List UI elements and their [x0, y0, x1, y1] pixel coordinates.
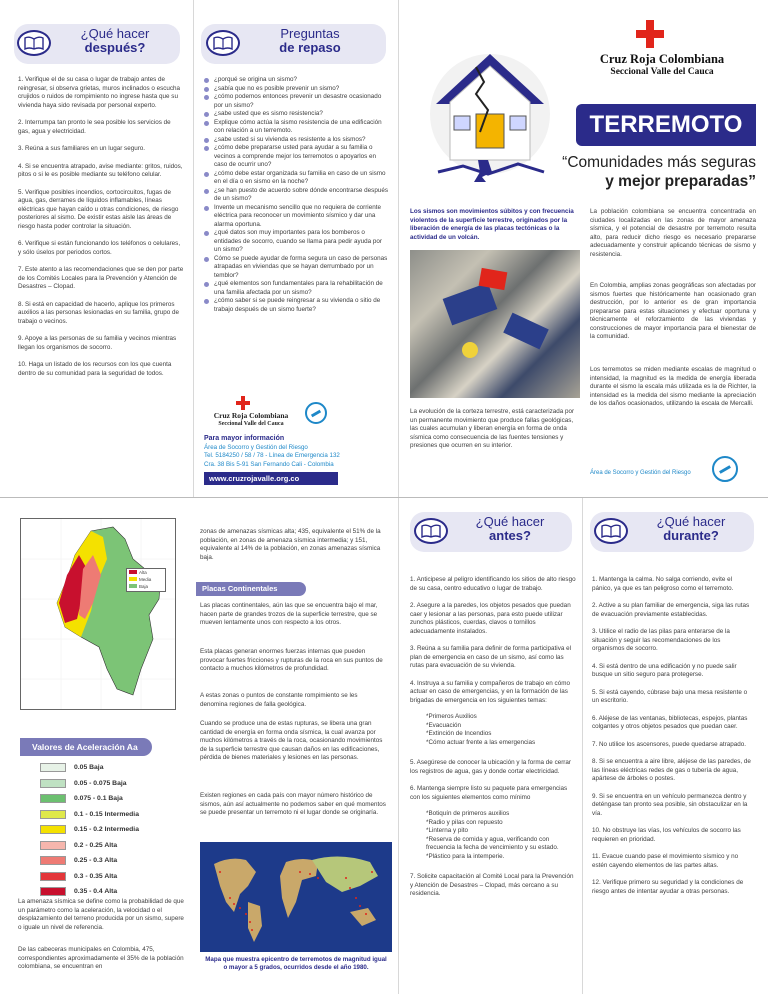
preguntas-list — [204, 76, 390, 314]
contact-phone: Tel. 5184250 / 58 / 78 - Línea de Emergencia 132 — [204, 452, 340, 460]
list-item: 1. Mantenga la calma. No salga corriendo, evite el pánico, ya que es tan peligroso como el terremoto. — [592, 576, 734, 592]
list-item: ¿cómo saber si se puede reingresar a su vivienda o sitio de trabajo después de un sismo fuerte? — [204, 297, 390, 314]
list-item: 10. Haga un listado de los recursos con los que cuenta dentro de su comunidad para la seguridad de todos. — [18, 361, 172, 377]
sub-item: *Cómo actuar frente a las emergencias — [426, 738, 536, 746]
list-item: 6. Mantenga siempre listo su paquete para emergencias con los siguientes elementos como mínimo — [410, 785, 568, 801]
sub-list — [410, 713, 576, 747]
legend-row: 0.15 - 0.2 Intermedia — [40, 822, 190, 838]
list-item: 3. Reúna a sus familiares en un lugar seguro. — [18, 145, 146, 152]
legend-row: 0.05 - 0.075 Baja — [40, 776, 190, 792]
book-icon — [594, 518, 628, 544]
sub-item: *Extinción de Incendios — [426, 730, 492, 737]
list-item: ¿se han puesto de acuerdo sobre dónde encontrarse después de un sismo? — [204, 187, 390, 204]
antes-list — [410, 576, 576, 899]
photo-caption: La evolución de la corteza terrestre, está caracterizada por un permanente movimiento que produce fallas geológicas, las cuales acumulan y liberan energía en forma de onda sísmica como consecuencia de las fuentes tensiones y presiones que ocurren en su interior. — [410, 408, 575, 449]
paragraph: Esta placas generan enormes fuerzas internas que pueden provocar fuertes fricciones y rupturas de la roca en sus puntos de contacto a muchos kilómetros de profundidad. — [200, 648, 383, 672]
paragraph: La población colombiana se encuentra concentrada en ciudades localizadas en las zonas de mayor amenaza sísmica, y el potencial de desastre por terremoto resulta alto, para reducir dicho riesgo es necesario prepararse adecuadamente y construir aplicando técnicas de sismo y resistencia. — [590, 208, 756, 258]
list-item: 6. Verifique si están funcionando los teléfonos o celulares, y sólo úselos por periodos cortos. — [18, 240, 181, 256]
list-item: 9. Apoye a las personas de su familia y vecinos mientras llegan los organismos de socorro. — [18, 335, 177, 351]
paragraph: Las placas continentales, aún las que se encuentra bajo el mar, hacen parte de grandes trozos de la superficie terrestre, que se mueven lentamente unos con respecto a los otros. — [200, 602, 378, 626]
paragraph: En Colombia, amplias zonas geográficas son afectadas por sismos fuertes que históricamente han ocasionado gran destrucción, por lo anterior es de gran importancia prepararse para estas situaciones y efectuar oportuna y técnicamente el reforzamiento de las viviendas y construcciones de mayor importancia para el bienestar de la comunidad. — [590, 282, 756, 340]
book-icon — [414, 518, 448, 544]
list-item: 4. Si se encuentra atrapado, avise mediante: gritos, ruidos, pitos o si le es posible mediante su teléfono celular. — [18, 162, 183, 178]
list-item: ¿porqué se origina un sismo? — [204, 76, 390, 85]
brand-header: Cruz Roja Colombiana Seccional Valle del Cauca — [599, 52, 725, 77]
book-icon — [206, 30, 240, 56]
list-item: ¿sabe usted si su vivienda es resistente a los sismos? — [204, 136, 390, 145]
valores-title: Valores de Aceleración Aa — [20, 738, 152, 756]
placas-title: Placas Continentales — [196, 582, 306, 596]
list-item: ¿cómo debe estar organizada su familia en caso de un sismo en el día o en sismo en la noche? — [204, 170, 390, 187]
list-item: 5. Si está cayendo, cúbrase bajo una mesa resistente o un escritorio. — [592, 688, 748, 704]
list-item: 9. Si se encuentra en un vehículo permanezca dentro y deténgase tan pronto sea posible, sin obstaculizar en la vía. — [592, 792, 748, 817]
legend-item: Baja — [129, 584, 163, 591]
rescue-photo — [410, 250, 580, 398]
durante-list — [592, 576, 754, 905]
socorro-logo — [305, 402, 327, 424]
list-item: ¿cómo debe prepararse usted para ayudar a su familia o vecinos a comprende mejor los terremotos o apoyarlos en caso de ocurrir uno? — [204, 144, 390, 170]
legend-item: Alta — [129, 570, 163, 577]
map-caption: Mapa que muestra epicentro de terremotos de magnitud igual o mayor a 5 grados, ocurridos desde el año 1980. — [205, 956, 387, 972]
list-item: 11. Evacue cuando pase el movimiento sísmico y no estén cayendo elementos de las partes altas. — [592, 853, 739, 869]
durante-title: ¿Qué hacer durante? — [656, 514, 726, 543]
sub-list — [410, 810, 576, 861]
list-item: 8. Si está en capacidad de hacerlo, aplique los primeros auxilios a las personas lesionadas en su familia, grupo de trabajo o vecinos. — [18, 300, 180, 325]
sub-item: *Radio y pilas con repuesto — [426, 818, 503, 826]
list-item: 10. No obstruye las vías, los vehículos de socorro las requieren en prioridad. — [592, 827, 741, 843]
list-item: 7. No utilice los ascensores, puede quedarse atrapado. — [592, 740, 747, 748]
list-item: 6. Aléjese de las ventanas, bibliotecas, espejos, plantas colgantes y otros objetos pesados que puedan caer. — [592, 714, 748, 730]
paragraph: De las cabeceras municipales en Colombia, 475, correspondientes aproximadamente el 35% de la población colombiana, se encuentran en — [18, 946, 184, 970]
antes-title: ¿Qué hacer antes? — [475, 514, 545, 543]
legend-row: 0.075 - 0.1 Baja — [40, 791, 190, 807]
book-icon — [17, 30, 51, 56]
list-item: Cómo se puede ayudar de forma segura un caso de personas atrapadas en viviendas que se hayan derrumbado por un temblor? — [204, 255, 390, 281]
red-cross-logo — [636, 20, 664, 48]
list-item: 1. Anticipese al peligro identificando los sitios de alto riesgo de su casa, centro educativo o lugar de trabajo. — [410, 576, 576, 592]
world-epicenter-map — [200, 842, 392, 952]
paragraph: La amenaza sísmica se define como la probabilidad de que un parámetro como la aceleración, la velocidad o el desplazamiento del terreno producida por un sismo, supere o iguale un nivel de referencia. — [18, 898, 184, 931]
brand-small: Cruz Roja Colombiana Seccional Valle del Cauca — [213, 411, 289, 427]
sub-item: *Linterna y pito — [426, 827, 469, 834]
list-item: Explique cómo actúa la sismo resistencia de una edificación con relación a un terremoto. — [204, 119, 390, 136]
sub-item: *Plástico para la intemperie. — [426, 852, 505, 860]
list-item: Invente un mecanismo sencillo que no requiera de corriente eléctrica para reconocer un movimiento sísmico y dar una alarma oportuna. — [204, 204, 390, 230]
page-title: TERREMOTO — [576, 104, 756, 146]
list-item: 8. Si se encuentra a aire libre, aléjese de las paredes, de las líneas eléctricas redes de gas o tubería de agua, apártese de árboles o postes. — [592, 758, 751, 782]
red-cross-logo — [236, 396, 250, 410]
paragraph: Existen regiones en cada país con mayor número histórico de sismos, aún así actualmente no podemos saber en qué momentos se puede presentar un terremoto ni el lugar donde se originaría. — [200, 792, 386, 816]
legend-row: 0.3 - 0.35 Alta — [40, 869, 190, 885]
socorro-logo — [712, 456, 738, 482]
legend-row: 0.05 Baja — [40, 760, 190, 776]
map-legend — [126, 568, 166, 592]
sub-item: *Botiquín de primeros auxilios — [426, 810, 510, 817]
slogan: “Comunidades más seguras y mejor preparadas” — [562, 154, 756, 190]
list-item: 7. Solicite capacitación al Comité Local para la Prevención y Atención de Desastres – Clopad, más cercano a su residencia. — [410, 873, 574, 897]
list-item: ¿qué datos son muy importantes para los bomberos o entidades de socorro, cuando se llama para pedir ayuda por un sismo? — [204, 229, 390, 255]
list-item: 2. Asegure a la paredes, los objetos pesados que puedan caer y lesionar a las personas, para esto puede utilizar zunchos plásticos, cuerdas, clavos o tornillos adecuadamente instalados. — [410, 602, 571, 635]
despues-list — [18, 76, 184, 387]
list-item: 4. Si está dentro de una edificación y no puede salir busque un sitio seguro para protegerse. — [592, 662, 737, 678]
list-item: 7. Este atento a las recomendaciones que se den por parte de los Comités Locales para la Prevención y Atención de Desastres – Clopad. — [18, 266, 184, 290]
paragraph: Los terremotos se miden mediante escalas de magnitud o intensidad, la magnitud es la medida de energía liberada durante el sismo la escala más utilizada es la de Richter, la intensidad es la medida del sismo mediante la apreciación de los daños ocasionados, utilizando la escala de Mercalli. — [590, 366, 756, 407]
list-item: 1. Verifique el de su casa o lugar de trabajo antes de reingresar, si observa grietas, muros inclinados o escucha crujidos o ruidos de rompimiento no ingrese hasta que su vivienda haya sido revisada por personal experto. — [18, 76, 181, 109]
paragraph: A estas zonas o puntos de constante rompimiento se les denomina regiones de falla geológica. — [200, 692, 358, 708]
paragraph: Cuando se produce una de estas rupturas, se libera una gran cantidad de energía en forma onda sísmica, la cual avanza por muchos kilómetros a través de la roca, ocasionando movimientos de la superficie terrestre que causan daños en las edificaciones, pérdida de bienes materiales y lesiones en las personas. — [200, 720, 383, 761]
sub-item: *Primeros Auxilios — [426, 713, 477, 720]
intro-text: Los sismos son movimientos súbitos y con frecuencia violentos de la superficie terrestre, originados por la liberación de energía de las placas tectónicas o la actividad de un volcán. — [410, 208, 574, 241]
sub-item: *Reserva de comida y agua, verificando con frecuencia la fecha de vencimiento y su estado. — [426, 835, 559, 851]
legend-row: 0.1 - 0.15 Intermedia — [40, 807, 190, 823]
contact-heading: Para mayor información — [204, 435, 285, 442]
list-item: 3. Reúna a su familia para definir de forma participativa el plan de emergencia en caso de un sismo, así como las rutas para evacuación de su vivienda. — [410, 645, 572, 669]
despues-title: ¿Qué hacer después? — [80, 26, 150, 55]
legend-row: 0.35 - 0.4 Alta — [40, 884, 190, 900]
contact-block — [204, 434, 394, 470]
list-item: 12. Verifique primero su seguridad y la condiciones de riesgo antes de intentar ayudar a otras personas. — [592, 879, 744, 895]
list-item: 2. Active a su plan familiar de emergencia, siga las rutas de evacuación previamente establecidas. — [592, 602, 750, 618]
list-item: 2. Interrumpa tan pronto le sea posible los servicios de gas, agua y electricidad. — [18, 119, 171, 135]
list-item: ¿qué elementos son fundamentales para la rehabilitación de una familia afectada por un sismo? — [204, 280, 390, 297]
list-item: 5. Asegúrese de conocer la ubicación y la forma de cerrar los registros de agua, gas y donde cortar electricidad. — [410, 759, 572, 775]
list-item: ¿cómo podemos entonces prevenir un desastre ocasionado por un sismo? — [204, 93, 390, 110]
valores-legend — [40, 760, 190, 900]
list-item: 4. Instruya a su familia y compañeros de trabajo en cómo actuar en caso de emergencias, y en la formación de las brigadas de emergencia en los siguientes temas: — [410, 679, 570, 704]
legend-row: 0.2 - 0.25 Alta — [40, 838, 190, 854]
contact-line: Área de Socorro y Gestión del Riesgo — [204, 443, 308, 451]
area-label: Área de Socorro y Gestión del Riesgo — [590, 470, 691, 476]
list-item: ¿sabe usted que es sismo resistencia? — [204, 110, 390, 119]
contact-address: Cra. 38 Bis 5-91 San Fernando Cali - Colombia — [204, 461, 334, 469]
website-link[interactable]: www.cruzrojavalle.org.co — [204, 472, 338, 485]
colombia-map — [20, 518, 176, 710]
preguntas-title: Preguntas de repaso — [279, 26, 341, 55]
sub-item: *Evacuación — [426, 721, 462, 729]
list-item: 5. Verifique posibles incendios, cortocircuitos, fugas de agua, gas, derrames de líquidos inflamables, líneas eléctricas que hayan caído u otras condiciones, de riesgo posteriores al sismo. De existir estas aisle las áreas de riesgo hasta poder controlar la situación. — [18, 188, 179, 230]
list-item: 3. Utilice el radio de las pilas para enterarse de la situación y seguir las recomendaciones de los organismos de socorro. — [592, 628, 730, 652]
legend-row: 0.25 - 0.3 Alta — [40, 853, 190, 869]
legend-item: Media — [129, 577, 163, 584]
paragraph: zonas de amenazas sísmicas alta; 435, equivalente el 51% de la población, en zonas de amenaza sísmica intermedia; y 151, equivalente al 14% de la población, en zonas amenazas sísmica baja. — [200, 528, 381, 561]
list-item: ¿sabía que no es posible prevenir un sismo? — [204, 85, 390, 94]
